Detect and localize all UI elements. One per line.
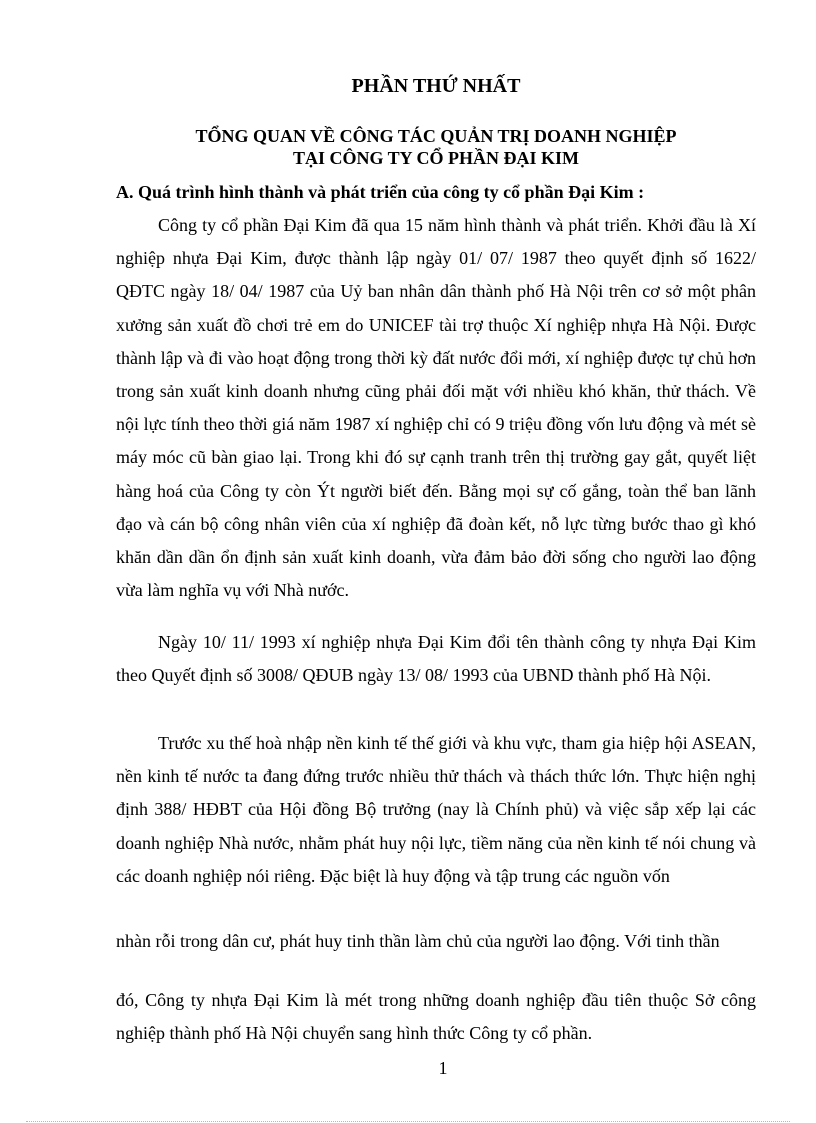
paragraph-renaming: Ngày 10/ 11/ 1993 xí nghiệp nhựa Đại Kim đổi tên thành công ty nhựa Đại Kim theo Quyết định số 3008/ QĐUB ngày 13/ 08/ 1993 của UBND thành phố Hà Nội. xyxy=(116,632,756,686)
part-title: PHẦN THỨ NHẤT xyxy=(351,75,521,97)
paragraph-history: Công ty cổ phần Đại Kim đã qua 15 năm hình thành và phát triển. Khởi đầu là Xí nghiệp nhựa Đại Kim, được thành lập ngày 01/ 07/ 1987 theo quyết định số 1622/ QĐTC ngày 18/ 04/ 1987 của Uỷ ban nhân dân thành phố Hà Nội trên cơ sở một phân xưởng sản xuất đồ chơi trẻ em do UNICEF tài trợ thuộc Xí nghiệp nhựa Hà Nội. Được thành lập và đi vào hoạt động trong thời kỳ đất nước đổi mới, xí nghiệp được tự chủ hơn trong sản xuất kinh doanh nhưng cũng phải đối mặt với nhiều khó khăn, thử thách. Về nội lực tính theo thời giá năm 1987 xí nghiệp chỉ có 9 triệu đồng vốn lưu động và mét sè máy móc cũ bàn giao lại. Trong khi đó sự cạnh tranh trên thị trường gay gắt, quyết liệt hàng hoá của Công ty còn Ýt người biết đến. Bằng mọi sự cố gắng, toàn thể ban lãnh đạo và cán bộ công nhân viên của xí nghiệp đã đoàn kết, nỗ lực từng bước thao gì khó khăn dần dần ổn định sản xuất kinh doanh, vừa đảm bảo đời sống cho người lao động vừa làm nghĩa vụ với Nhà nước. xyxy=(116,215,756,601)
paragraph-continuation-1: nhàn rỗi trong dân cư, phát huy tinh thần làm chủ của người lao động. Với tinh thần xyxy=(116,931,720,951)
paragraph-integration: Trước xu thế hoà nhập nền kinh tế thế giới và khu vực, tham gia hiệp hội ASEAN, nền kinh tế nước ta đang đứng trước nhiều thử thách và thách thức lớn. Thực hiện nghị định 388/ HĐBT của Hội đồng Bộ trưởng (nay là Chính phủ) và việc sắp xếp lại các doanh nghiệp Nhà nước, nhằm phát huy nội lực, tiềm năng của nền kinh tế nói chung và các doanh nghiệp nói riêng. Đặc biệt là huy động và tập trung các nguồn vốn xyxy=(116,733,756,886)
chapter-title-line-2: TẠI CÔNG TY CỔ PHẦN ĐẠI KIM xyxy=(292,148,579,168)
section-heading: A. Quá trình hình thành và phát triển của công ty cổ phần Đại Kim : xyxy=(116,182,645,202)
paragraph-continuation-2: đó, Công ty nhựa Đại Kim là mét trong những doanh nghiệp đầu tiên thuộc Sở công nghiệp thành phố Hà Nội chuyển sang hình thức Công ty cổ phần. xyxy=(116,990,756,1044)
chapter-title xyxy=(0,125,816,169)
chapter-title-line-1: TỔNG QUAN VỀ CÔNG TÁC QUẢN TRỊ DOANH NGHIỆP xyxy=(195,126,677,146)
page-number: 1 xyxy=(438,1058,448,1078)
page-bottom-divider xyxy=(26,1121,790,1122)
